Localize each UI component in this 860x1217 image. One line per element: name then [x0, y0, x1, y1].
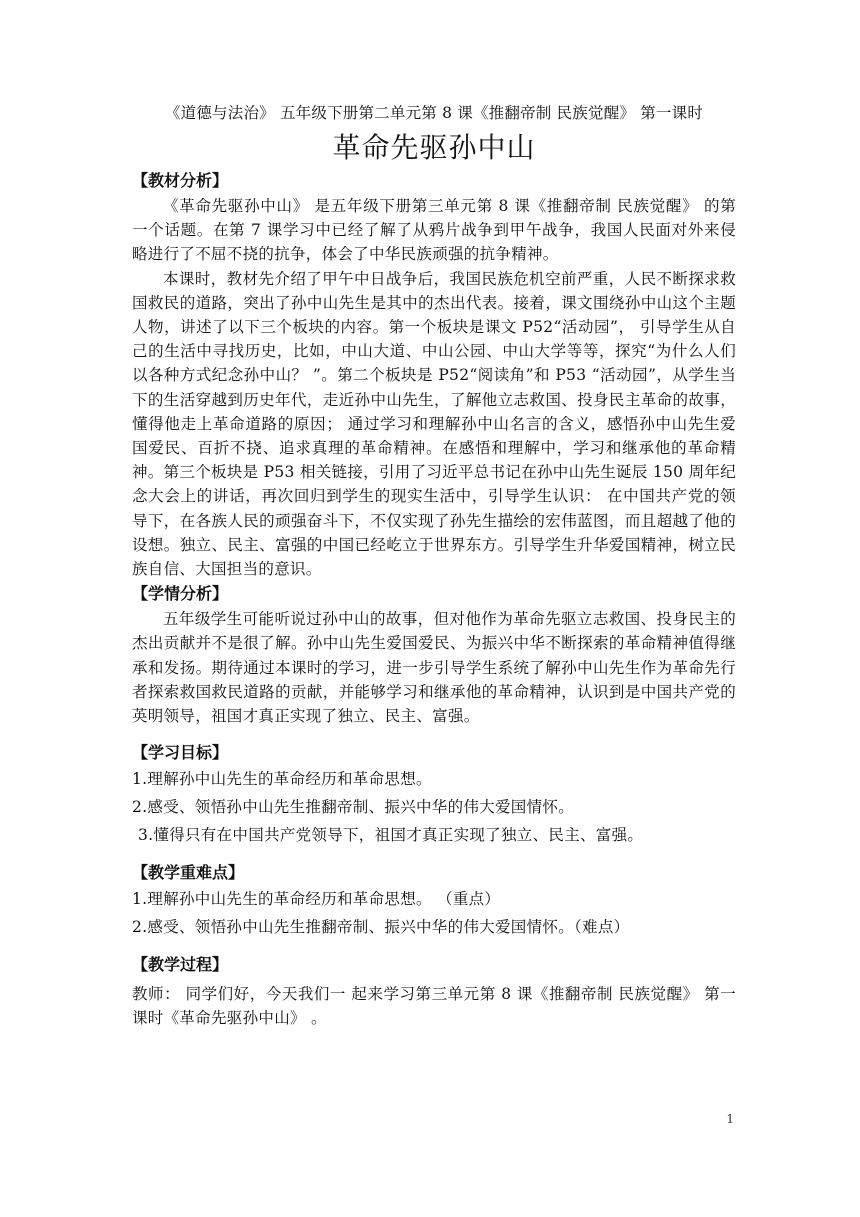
page-number: 1 [726, 1112, 734, 1126]
objective-item-3: 3.懂得只有在中国共产党领导下，祖国才真正实现了独立、民主、富强。 [138, 826, 644, 845]
lesson-title: 革命先驱孙中山 [332, 131, 536, 164]
objective-item-2: 2.感受、领悟孙中山先生推翻帝制、振兴中华的伟大爱国情怀。 [132, 798, 574, 817]
course-header-line: 《道德与法治》 五年级下册第二单元第 8 课《推翻帝制 民族觉醒》 第一课时 [164, 104, 704, 122]
key-point-item-1: 1.理解孙中山先生的革命经历和革命思想。 （重点） [132, 890, 501, 909]
objective-item-1: 1.理解孙中山先生的革命经历和革命思想。 [132, 770, 432, 789]
section-heading-process: 【教学过程】 [132, 955, 229, 975]
teacher-opening-line: 教师： 同学们好，今天我们一 起来学习第三单元第 8 课《推翻帝制 民族觉醒》 第一课时《革命先驱孙中山》 。 [132, 985, 736, 1028]
student-analysis-paragraph: 五年级学生可能听说过孙中山的故事，但对他作为革命先驱立志救国、投身民主的杰出贡献并不是很了解。孙中山先生爱国爱民、为振兴中华不断探索的革命精神值得继承和发扬。期待通过本课时的学习，进一步引导学生系统了解孙中山先生作为革命先行者探索救国救民道路的贡献，并能够学习和继承他的革命精神，认识到是中国共产党的英明领导，祖国才真正实现了独立、民主、富强。 [132, 610, 736, 726]
textbook-analysis-paragraph-1: 《革命先驱孙中山》 是五年级下册第三单元第 8 课《推翻帝制 民族觉醒》 的第一个话题。在第 7 课学习中已经了解了从鸦片战争到甲午战争，我国人民面对外来侵略进行了不屈不挠的抗争，体会了中华民族顽强的抗争精神。 [132, 197, 736, 264]
section-heading-textbook-analysis: 【教材分析】 [132, 171, 229, 190]
section-heading-student-analysis: 【学情分析】 [132, 584, 229, 604]
textbook-analysis-paragraph-2: 本课时，教材先介绍了甲午中日战争后，我国民族危机空前严重，人民不断探求救国救民的道路，突出了孙中山先生是其中的杰出代表。接着，课文围绕孙中山这个主题人物，讲述了以下三个板块的内容。第一个板块是课文 P52“活动园”， 引导学生从自己的生活中寻找历史，比如，中山大道、中山公园、中山大学等等，探究“为什么人们以各种方式纪念孙中山？ ”。第二个板块是 P52“阅读角”和 P53 “活动园”，从学生当下的生活穿越到历史年代，走近孙中山先生，了解他立志救国、投身民主革命的故事，懂得他走上革命道路的原因； 通过学习和理解孙中山名言的含义，感悟孙中山先生爱国爱民、百折不挠、追求真理的革命精神。在感悟和理解中，学习和继承他的革命精神。第三个板块是 P53 相关链接，引用了习近平总书记在孙中山先生诞辰 150 周年纪念大会上的讲话，再次回归到学生的现实生活中，引导学生认识： 在中国共产党的领导下，在各族人民的顽强奋斗下，不仅实现了孙先生描绘的宏伟蓝图，而且超越了他的设想。独立、民主、富强的中国已经屹立于世界东方。引导学生升华爱国精神，树立民族自信、大国担当的意识。 [132, 269, 736, 579]
section-heading-key-points: 【教学重难点】 [132, 863, 245, 883]
key-point-item-2: 2.感受、领悟孙中山先生推翻帝制、振兴中华的伟大爱国情怀。（难点） [132, 918, 630, 937]
section-heading-objectives: 【学习目标】 [132, 743, 229, 763]
